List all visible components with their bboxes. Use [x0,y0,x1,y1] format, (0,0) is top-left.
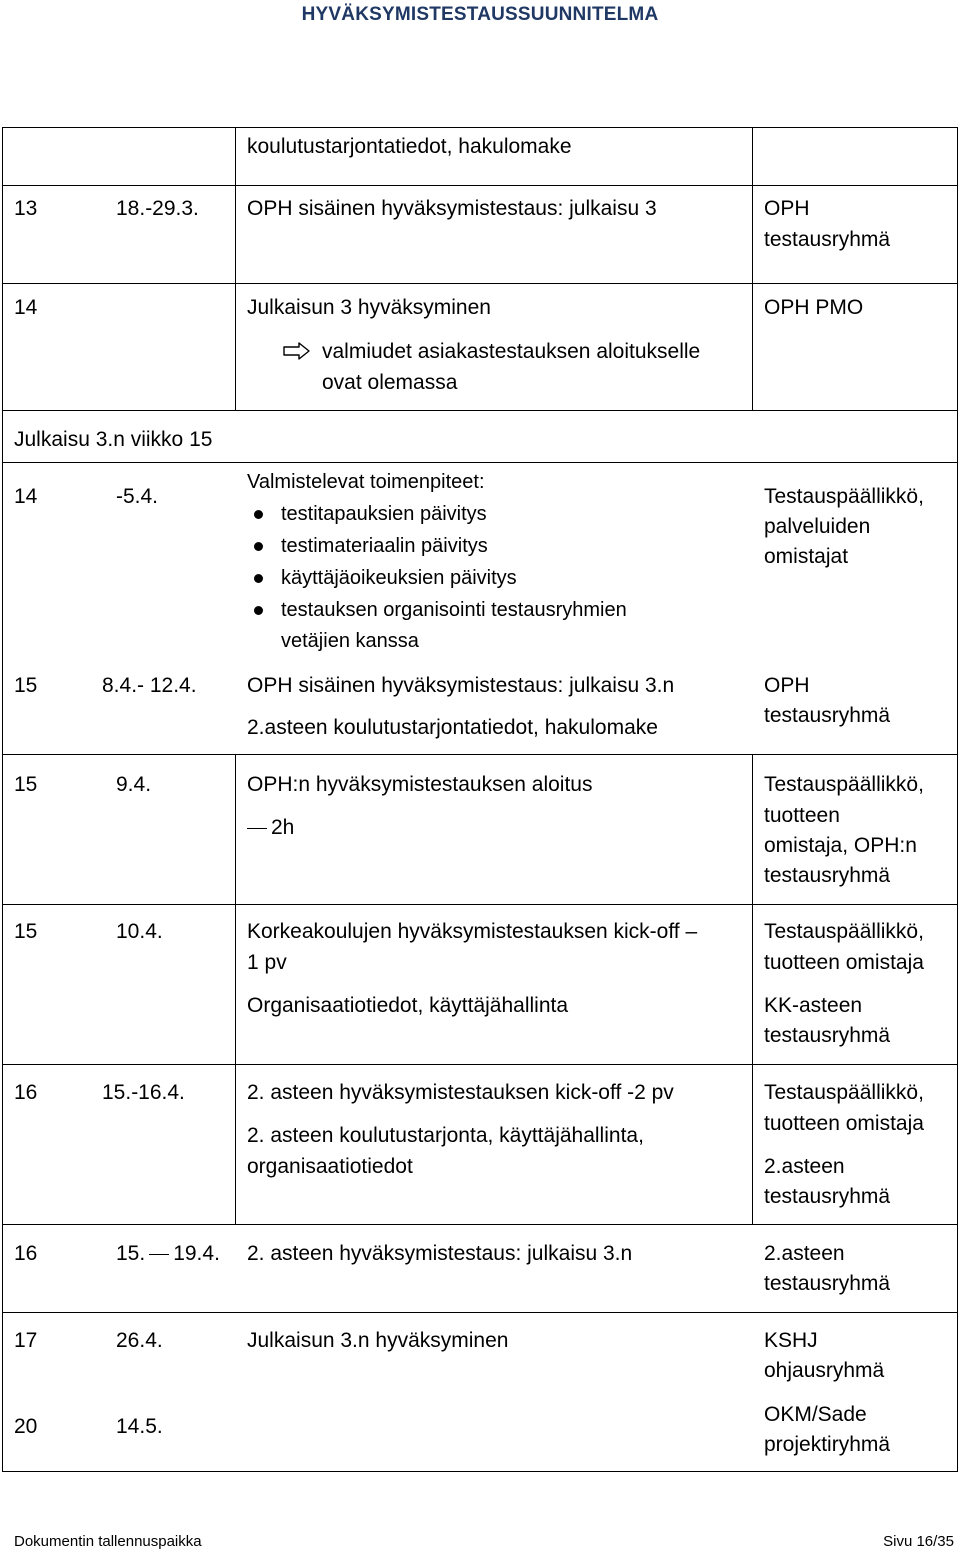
row-responsible: palveluiden [764,515,871,538]
row-date: 15.-16.4. [102,1081,185,1104]
row-responsible: testausryhmä [764,704,891,727]
row-task-detail: Organisaatiotiedot, käyttäjähallinta [247,994,569,1017]
row-responsible: Testauspäällikkö, [764,773,924,796]
row-responsible: OPH PMO [764,296,864,319]
row-number: 14 [14,485,38,508]
row-number: 15 [14,773,38,796]
row-number: 16 [14,1081,38,1104]
bullet-icon [254,606,263,615]
row-date: 18.-29.3. [116,197,199,220]
row-date: 9.4. [116,773,152,796]
row-number: 13 [14,197,38,220]
row-task: OPH sisäinen hyväksymistestaus: julkaisu 3 [247,197,657,220]
row-responsible: testausryhmä [764,1272,891,1295]
row-responsible: OPH [764,674,810,697]
footer-location: Dokumentin tallennuspaikka [14,1533,202,1550]
bullet-icon [254,542,263,551]
row-number: 20 [14,1415,38,1438]
bullet-item: testauksen organisointi testausryhmien [281,599,627,621]
row-date: 10.4. [116,920,163,943]
row-responsible: Testauspäällikkö, [764,1081,924,1104]
arrow-note: valmiudet asiakastestauksen aloitukselle [322,340,701,363]
footer-page-number: Sivu 16/35 [883,1533,954,1550]
bullet-item: käyttäjäoikeuksien päivitys [281,567,517,589]
arrow-note: ovat olemassa [322,371,458,394]
row-responsible: KSHJ [764,1329,818,1352]
row-responsible: OKM/Sade [764,1403,867,1426]
row-date: -5.4. [116,485,159,508]
row-responsible: testausryhmä [764,1185,891,1208]
dash-mark [149,1254,169,1256]
dash-mark [247,828,267,830]
row-responsible: 2.asteen [764,1155,845,1178]
row-task: OPH:n hyväksymistestauksen aloitus [247,773,593,796]
bullet-icon [254,510,263,519]
row-task-detail: 2.asteen koulutustarjontatiedot, hakulomake [247,716,658,739]
row-date: 26.4. [116,1329,163,1352]
row-responsible: ohjausryhmä [764,1359,885,1382]
row-task: Korkeakoulujen hyväksymistestauksen kick-off – [247,920,698,943]
bullet-item: testimateriaalin päivitys [281,535,488,557]
row-date: 8.4.- 12.4. [102,674,197,697]
outline-arrow-icon [283,342,311,360]
row-responsible: testausryhmä [764,228,891,251]
row-task: OPH sisäinen hyväksymistestaus: julkaisu 3.n [247,674,675,697]
row-responsible: tuotteen omistaja [764,951,924,974]
row-responsible: OPH [764,197,810,220]
row-responsible: omistajat [764,545,849,568]
row-task: 2. asteen hyväksymistestaus: julkaisu 3.n [247,1242,633,1265]
row-number: 15 [14,920,38,943]
row-date: 14.5. [116,1415,163,1438]
bullet-icon [254,574,263,583]
row-responsible: tuotteen omistaja [764,1112,924,1135]
row-responsible: testausryhmä [764,864,891,887]
row-task: koulutustarjontatiedot, hakulomake [247,135,572,158]
row-number: 15 [14,674,38,697]
row-responsible: projektiryhmä [764,1433,891,1456]
row-responsible: Testauspäällikkö, [764,920,924,943]
row-task: Julkaisun 3 hyväksyminen [247,296,491,319]
date-end: 19.4. [173,1242,220,1265]
row-task-detail [243,813,294,844]
row-responsible: Testauspäällikkö, [764,485,924,508]
row-task: Julkaisun 3.n hyväksyminen [247,1329,509,1352]
row-responsible: tuotteen [764,804,840,827]
section-heading: Julkaisu 3.n viikko 15 [14,428,213,451]
date-start: 15. [116,1242,146,1265]
row-number: 17 [14,1329,38,1352]
row-date [116,1239,220,1270]
duration-text: 2h [271,816,295,839]
row-responsible: KK-asteen [764,994,863,1017]
row-responsible: omistaja, OPH:n [764,834,917,857]
row-task: 2. asteen hyväksymistestauksen kick-off -2 pv [247,1081,674,1104]
bullet-item: vetäjien kanssa [281,630,419,652]
bullet-item: testitapauksien päivitys [281,503,487,525]
row-task: Valmistelevat toimenpiteet: [247,471,485,493]
row-task-detail: organisaatiotiedot [247,1155,413,1178]
row-number: 14 [14,296,38,319]
row-responsible: testausryhmä [764,1024,891,1047]
page-header-title: HYVÄKSYMISTESTAUSSUUNNITELMA [301,4,659,25]
row-task-detail: 2. asteen koulutustarjonta, käyttäjähallinta, [247,1124,644,1147]
row-responsible: 2.asteen [764,1242,845,1265]
row-number: 16 [14,1242,38,1265]
row-task: 1 pv [247,951,287,974]
